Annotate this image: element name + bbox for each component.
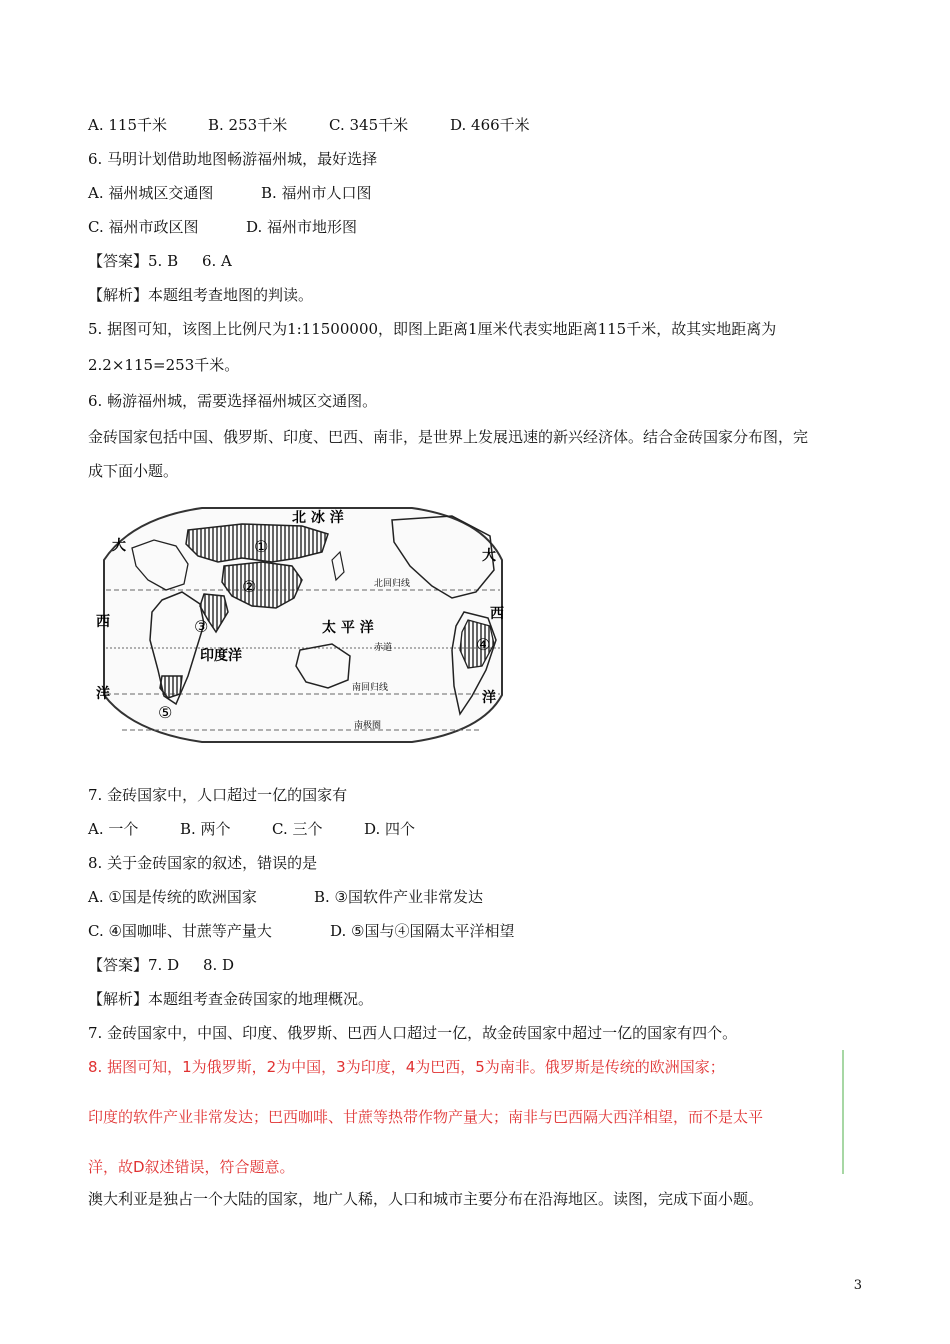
explanation-7-8: 【解析】本题组考查金砖国家的地理概况。 (88, 990, 374, 1008)
q7-option-b: B. 两个 (180, 820, 231, 838)
q8-option-b: B. ③国软件产业非常发达 (314, 888, 484, 906)
q5-option-b: B. 253千米 (208, 116, 288, 134)
explanation-5-line2: 2.2×115=253千米。 (88, 356, 240, 374)
intro-brics-line1: 金砖国家包括中国、俄罗斯、印度、巴西、南非，是世界上发展迅速的新兴经济体。结合金砖国家分布图，完 (88, 428, 809, 446)
q6-stem: 6. 马明计划借助地图畅游福州城，最好选择 (88, 150, 378, 168)
intro-brics-line2: 成下面小题。 (88, 462, 179, 480)
q8-options-row2 (88, 922, 514, 940)
intro-australia: 澳大利亚是独占一个大陆的国家，地广人稀，人口和城市主要分布在沿海地区。读图，完成下面小题。 (88, 1190, 764, 1208)
q6-option-a: A. 福州城区交通图 (88, 184, 214, 202)
label-ocean-left: 洋 (96, 686, 110, 702)
label-north-ocean: 北 冰 洋 (292, 510, 344, 526)
label-big-left: 大 (112, 538, 126, 554)
marker-4: ④ (476, 635, 491, 654)
explanation-8-line1: 8. 据图可知，1为俄罗斯，2为中国，3为印度，4为巴西，5为南非。俄罗斯是传统的欧洲国家； (88, 1058, 725, 1076)
marker-1: ① (254, 537, 269, 556)
q7-option-a: A. 一个 (88, 820, 139, 838)
label-pacific: 太 平 洋 (322, 620, 374, 636)
answer-5-6: 【答案】5. B 6. A (88, 252, 232, 270)
q6-option-c: C. 福州市政区图 (88, 218, 199, 236)
label-big-right: 大 (482, 548, 496, 564)
explanation-6: 6. 畅游福州城，需要选择福州城区交通图。 (88, 392, 378, 410)
explanation-8-box (86, 1050, 844, 1174)
q7-options (88, 820, 415, 838)
label-west-right: 西 (490, 606, 504, 622)
q7-stem: 7. 金砖国家中，人口超过一亿的国家有 (88, 786, 348, 804)
q8-option-c: C. ④国咖啡、甘蔗等产量大 (88, 922, 272, 940)
marker-2: ② (242, 577, 257, 596)
label-ocean-right: 洋 (482, 690, 496, 706)
label-south-polar: 南极圈 (354, 721, 382, 731)
q8-option-a: A. ①国是传统的欧洲国家 (88, 888, 257, 906)
label-north-tropic: 北回归线 (374, 579, 411, 589)
answer-7-8: 【答案】7. D 8. D (88, 956, 235, 974)
q8-stem: 8. 关于金砖国家的叙述，错误的是 (88, 854, 318, 872)
q5-option-c: C. 345千米 (329, 116, 409, 134)
q5-option-d: D. 466千米 (450, 116, 530, 134)
page-number: 3 (853, 1278, 862, 1293)
explanation-8-line2: 印度的软件产业非常发达；巴西咖啡、甘蔗等热带作物产量大；南非与巴西隔大西洋相望，而不是太平 (88, 1108, 764, 1126)
q6-options-row2 (88, 218, 357, 236)
q6-option-d: D. 福州市地形图 (246, 218, 358, 236)
label-indian-ocean: 印度洋 (200, 648, 242, 664)
q6-option-b: B. 福州市人口图 (261, 184, 372, 202)
q5-options (88, 116, 530, 134)
q7-option-c: C. 三个 (272, 820, 323, 838)
label-west-left: 西 (96, 614, 110, 630)
explanation-5-line1: 5. 据图可知，该图上比例尺为1:11500000，即图上距离1厘米代表实地距离115千米，故其实地距离为 (88, 320, 777, 338)
marker-3: ③ (194, 617, 209, 636)
explanation-8-line3: 洋，故D叙述错误，符合题意。 (88, 1158, 295, 1176)
label-south-tropic: 南回归线 (352, 683, 389, 693)
q8-option-d: D. ⑤国与④国隔太平洋相望 (330, 922, 515, 940)
marker-5: ⑤ (158, 703, 173, 722)
explanation-5-6: 【解析】本题组考查地图的判读。 (88, 286, 314, 304)
q5-option-a: A. 115千米 (88, 116, 167, 134)
q8-options-row1 (88, 888, 483, 906)
explanation-7: 7. 金砖国家中，中国、印度、俄罗斯、巴西人口超过一亿，故金砖国家中超过一亿的国家有四个。 (88, 1024, 738, 1042)
q6-options-row1 (88, 184, 372, 202)
brics-world-map (92, 500, 506, 745)
label-equator: 赤道 (374, 643, 393, 653)
q7-option-d: D. 四个 (364, 820, 416, 838)
